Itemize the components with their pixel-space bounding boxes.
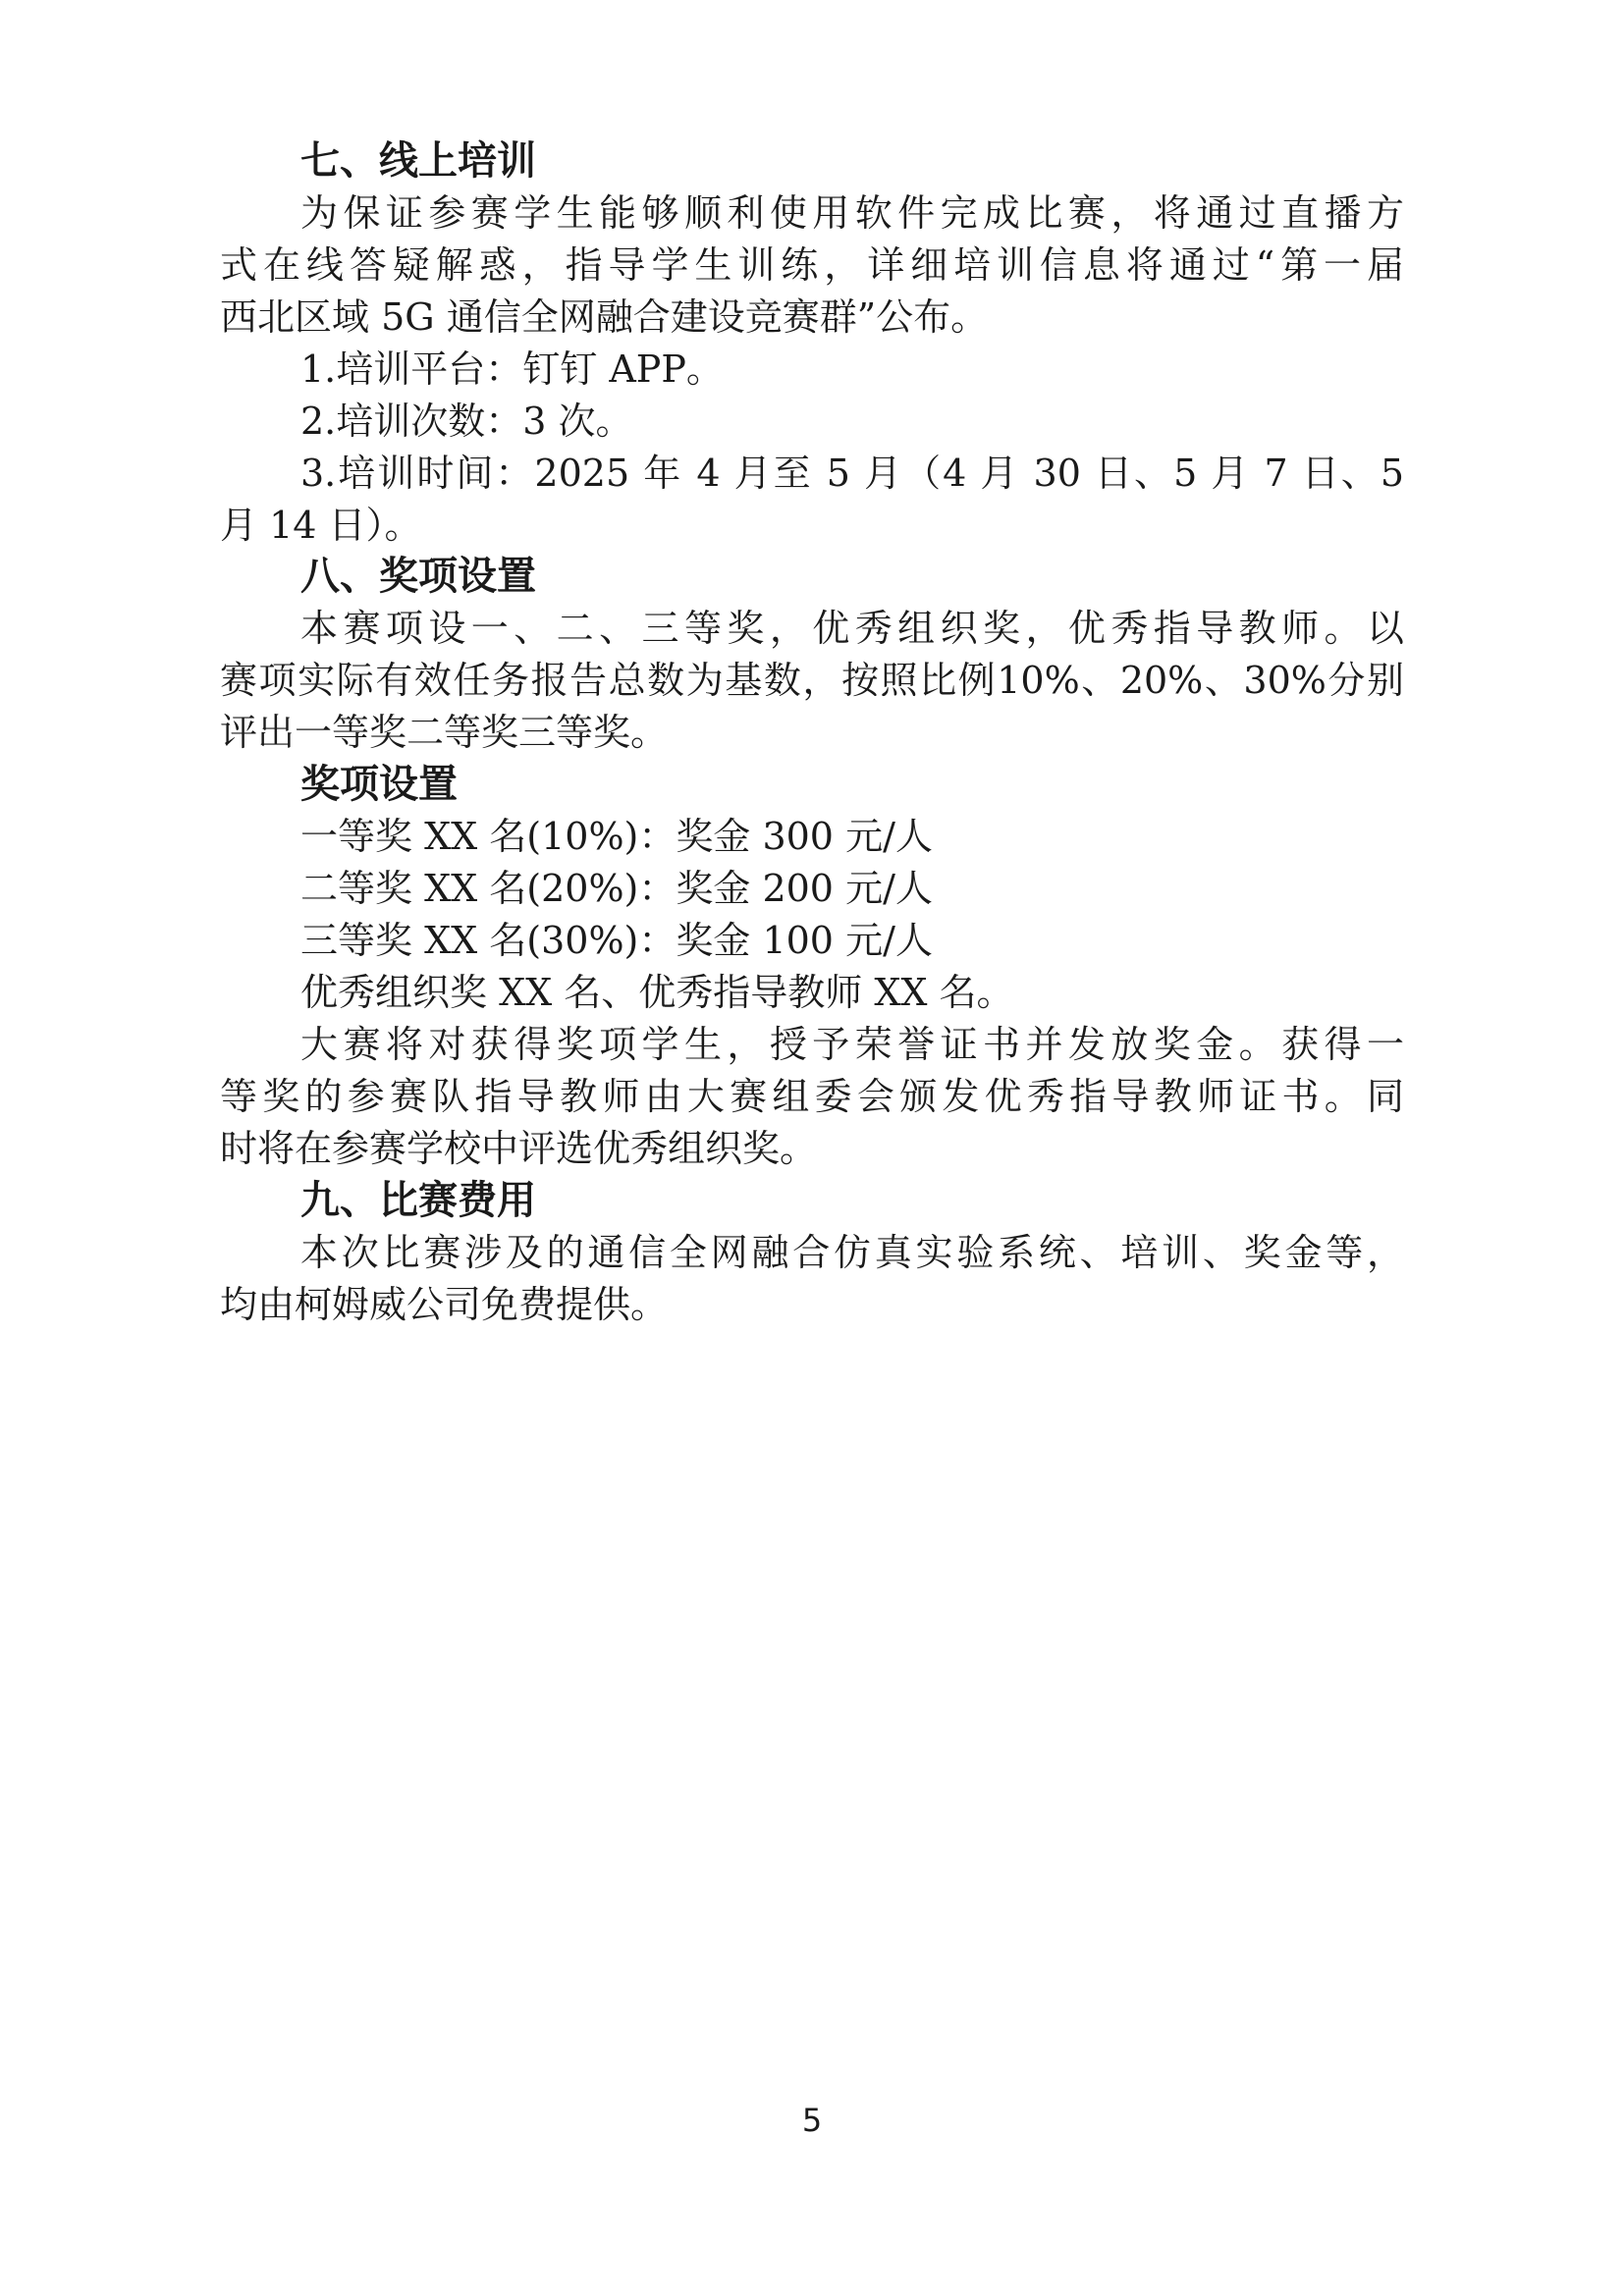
training-time-item: 3.培训时间：2025 年 4 月至 5 月（4 月 30 日、5 月 7 日、5 <box>300 452 1404 495</box>
section8-paragraph-line: 评出一等奖二等奖三等奖。 <box>220 711 669 754</box>
second-prize-line: 二等奖 XX 名(20%)：奖金 200 元/人 <box>300 867 933 910</box>
training-platform-item: 1.培训平台：钉钉 APP。 <box>300 347 724 391</box>
section7-heading: 七、线上培训 <box>300 138 536 184</box>
page-number: 5 <box>801 2102 823 2139</box>
section8-paragraph2-line: 等奖的参赛队指导教师由大赛组委会颁发优秀指导教师证书。同 <box>220 1075 1404 1118</box>
section9-paragraph-line: 本次比赛涉及的通信全网融合仿真实验系统、培训、奖金等， <box>300 1231 1404 1274</box>
section7-paragraph-line: 为保证参赛学生能够顺利使用软件完成比赛，将通过直播方 <box>300 191 1404 235</box>
section7-paragraph-line: 西北区域 5G 通信全网融合建设竞赛群”公布。 <box>220 295 989 339</box>
section8-heading: 八、奖项设置 <box>300 554 536 599</box>
section9-paragraph-line: 均由柯姆威公司免费提供。 <box>220 1283 669 1326</box>
section8-paragraph-line: 赛项实际有效任务报告总数为基数，按照比例10%、20%、30%分别 <box>220 659 1404 702</box>
section8-paragraph2-line: 大赛将对获得奖项学生，授予荣誉证书并发放奖金。获得一 <box>300 1023 1404 1066</box>
section7-paragraph-line: 式在线答疑解惑，指导学生训练，详细培训信息将通过“第一届 <box>220 243 1404 287</box>
training-count-item: 2.培训次数：3 次。 <box>300 400 633 443</box>
third-prize-line: 三等奖 XX 名(30%)：奖金 100 元/人 <box>300 919 933 962</box>
first-prize-line: 一等奖 XX 名(10%)：奖金 300 元/人 <box>300 815 933 858</box>
section8-paragraph2-line: 时将在参赛学校中评选优秀组织奖。 <box>220 1127 818 1170</box>
section9-heading: 九、比赛费用 <box>300 1178 536 1223</box>
awards-subheading: 奖项设置 <box>300 762 458 807</box>
organization-award-line: 优秀组织奖 XX 名、优秀指导教师 XX 名。 <box>300 971 1014 1014</box>
section8-paragraph-line: 本赛项设一、二、三等奖，优秀组织奖，优秀指导教师。以 <box>300 607 1404 650</box>
training-time-item-cont: 月 14 日）。 <box>220 504 422 547</box>
